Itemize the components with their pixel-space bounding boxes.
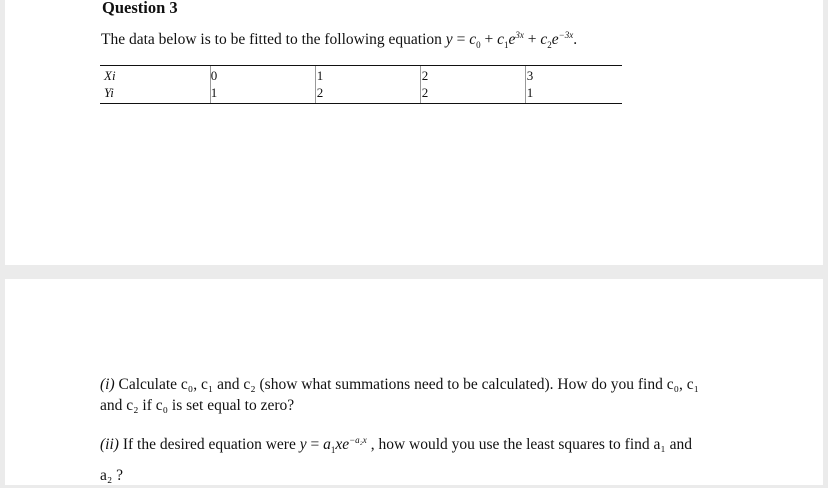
- part-i-paragraph: [100, 374, 740, 416]
- table-row-y: [100, 85, 622, 103]
- table-cell: 1: [526, 85, 534, 100]
- data-table: [100, 63, 622, 105]
- page-one: [5, 0, 823, 265]
- eq-c2: c: [540, 31, 548, 49]
- part-ii-equation: [299, 435, 367, 456]
- eq2-a1: a: [323, 436, 331, 454]
- part-ii-text-before: If the desired equation were: [118, 436, 300, 454]
- row-label-x: Xi: [104, 68, 116, 83]
- part-ii-text-after: , how would you use the least squares to find a₁ and: [366, 436, 693, 454]
- question-intro: [101, 30, 577, 50]
- eq-c0-sub: 0: [476, 40, 481, 51]
- eq-lhs: y: [445, 31, 453, 49]
- eq-equals: =: [452, 31, 470, 49]
- eq-e2-sup: −3x: [558, 30, 574, 40]
- part-i-line2: and c₂ if c₀ is set equal to zero?: [100, 397, 295, 414]
- eq2-xe: xe: [335, 436, 350, 454]
- part-ii-paragraph: [100, 428, 740, 488]
- table-cell: 2: [316, 85, 324, 100]
- table-cell: 1: [210, 85, 218, 100]
- page-two: [5, 279, 823, 485]
- table-cell: 1: [316, 68, 324, 83]
- eq-c1: c: [497, 31, 504, 49]
- eq-e1: e: [508, 31, 516, 49]
- table-cell: 3: [526, 68, 534, 83]
- question-title: Question 3: [102, 0, 178, 17]
- eq2-sup: −a₂x: [349, 435, 367, 445]
- table-row-x: [100, 68, 622, 86]
- eq-c0: c: [469, 31, 477, 49]
- intro-text: The data below is to be fitted to the following equation: [101, 31, 442, 49]
- eq2-y: y: [299, 436, 307, 454]
- eq2-a1-sub: 1: [330, 445, 336, 456]
- table-cell: 2: [421, 68, 429, 83]
- eq-e2: e: [551, 31, 559, 49]
- eq-period: .: [573, 31, 578, 49]
- eq-plus-2: +: [523, 31, 541, 49]
- table-cell: 0: [210, 68, 218, 83]
- table-bottom-rule: [100, 103, 622, 104]
- eq-plus-1: +: [480, 31, 498, 49]
- eq-c1-sub: 1: [503, 40, 509, 51]
- model-equation: [445, 30, 578, 51]
- table-top-rule: [100, 65, 622, 66]
- part-ii-label: (ii): [100, 436, 119, 454]
- eq-e1-sup: 3x: [515, 30, 524, 40]
- part-i-label: (i): [100, 376, 115, 393]
- part-i-line1: Calculate c₀, c₁ and c₂ (show what summations need to be calculated). How do you find c₀, c₁: [114, 376, 700, 393]
- part-ii-line2: a₂ ?: [100, 467, 124, 485]
- row-label-y: Yi: [104, 85, 114, 100]
- eq-c2-sub: 2: [547, 40, 552, 51]
- table-cell: 2: [421, 85, 429, 100]
- eq2-equals: =: [306, 436, 324, 454]
